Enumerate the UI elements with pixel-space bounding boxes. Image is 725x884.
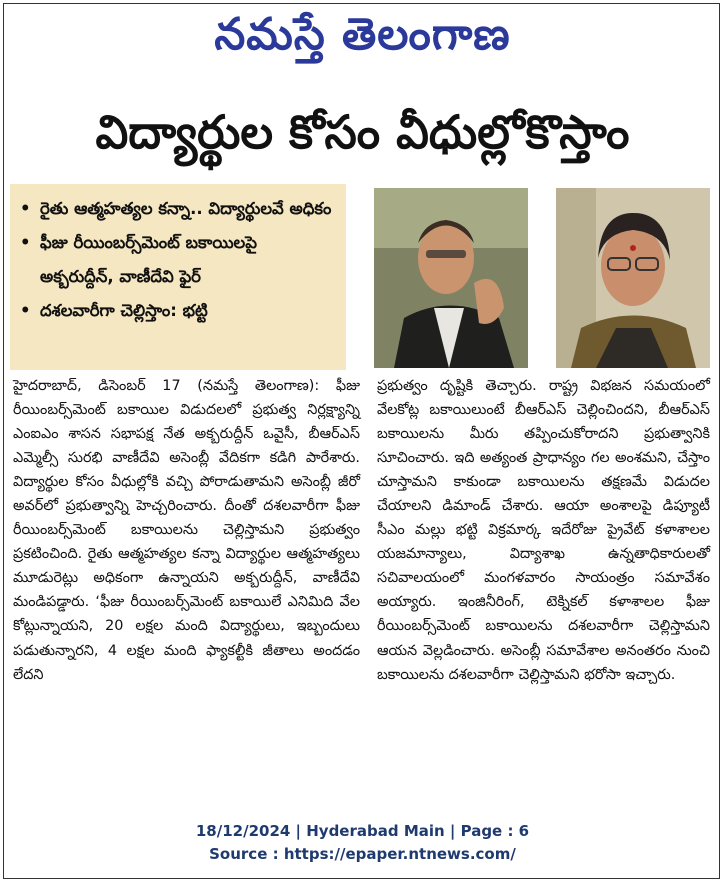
newspaper-masthead: నమస్తే తెలంగాణ <box>214 9 511 60</box>
highlights-box <box>10 184 346 370</box>
photo-woman <box>556 188 710 368</box>
highlight-item: • రైతు ఆత్మహత్యల కన్నా.. విద్యార్థులవే అధికం <box>20 192 336 226</box>
article-column-2 <box>377 374 710 687</box>
article-text: ప్రభుత్వం దృష్టికి తెచ్చారు. రాష్ట్ర విభజన సమయంలో వేలకోట్ల బకాయిలుంటే బీఆర్ఎస్ చెల్లించిందని, బీఆర్ఎస్ బకాయిలను మీరు తప్పించుకోరాదని ప్రభుత్వానికి సూచించారు. ఇది అత్యంత ప్రాధాన్యం గల అంశమని, చేస్తాం చూస్తామని కాకుండా బకాయిలను తక్షణమే విడుదల చేయాలని డిమాండ్ చేశారు. ఆయా అంశాలపై డిప్యూటీ సీఎం మల్లు భట్టి విక్రమార్క ఇదేరోజు ప్రైవేట్ కళాశాలల యజమాన్యాలు, విద్యాశాఖ ఉన్నతాధికారులతో సచివాలయంలో మంగళవారం సాయంత్రం సమావేశం అయ్యారు. ఇంజినీరింగ్, టెక్నికల్ కళాశాలల ఫీజు రీయింబర్స్‌మెంట్ బకాయిలను దశలవారీగా చెల్లిస్తామని ఆయన వెల్లడించారు. అసెంబ్లీ సమావేశాల అనంతరం నుంచి బకాయిలను దశలవారీగా చెల్లిస్తామని భరోసా ఇచ్చారు. <box>377 378 710 683</box>
footer-source-link[interactable]: Source : https://epaper.ntnews.com/ <box>209 845 516 863</box>
footer-date-edition: 18/12/2024 | Hyderabad Main | Page : 6 <box>195 822 530 840</box>
highlight-item: • ఫీజు రీయింబర్స్‌మెంట్ బకాయిలపై అక్బరుద్దీన్, వాణీదేవి ఫైర్ <box>20 226 336 294</box>
highlight-item: • దశలవారీగా చెల్లిస్తాం: భట్టి <box>20 294 336 328</box>
woman-portrait-image <box>556 188 710 368</box>
article-text: హైదరాబాద్, డిసెంబర్ 17 (నమస్తే తెలంగాణ): ఫీజు రీయింబర్స్‌మెంట్ బకాయిల విడుదలలో ప్రభుత్వ నిర్లక్ష్యాన్ని ఎంఐఎం శాసన సభాపక్ష నేత అక్బరుద్దీన్ ఒవైసీ, బీఆర్ఎస్ ఎమ్మెల్సీ సురభి వాణీదేవి అసెంబ్లీ వేదికగా కడిగి పారేశారు. విద్యార్థుల కోసం వీధుల్లోకి వచ్చి పోరాడుతామని అసెంబ్లీ జీరో అవర్‌లో ప్రభుత్వాన్ని హెచ్చరించారు. దీంతో దశలవారీగా ఫీజు రీయింబర్స్‌మెంట్ బకాయిలను చెల్లిస్తామని ప్రభుత్వం ప్రకటించింది. రైతు ఆత్మహత్యల కన్నా విద్యార్థుల ఆత్మహత్యలు మూడురెట్లు అధికంగా ఉన్నాయని అక్బరుద్దీన్, వాణీదేవి మండిపడ్డారు. ‘ఫీజు రీయింబర్స్‌మెంట్ బకాయిలే ఎనిమిది వేల కోట్లున్నాయని, 20 లక్షల మంది విద్యార్థులు, ఇబ్బందులు పడుతున్నారని, 4 లక్షల మంది ఫ్యాకల్టీకి జీతాలు అందడం లేదని <box>13 378 360 683</box>
article-headline: విద్యార్థుల కోసం వీధుల్లోకొస్తాం <box>95 105 630 159</box>
article-column-1 <box>13 374 360 687</box>
photo-man-speaking <box>374 188 528 368</box>
man-portrait-image <box>374 188 528 368</box>
